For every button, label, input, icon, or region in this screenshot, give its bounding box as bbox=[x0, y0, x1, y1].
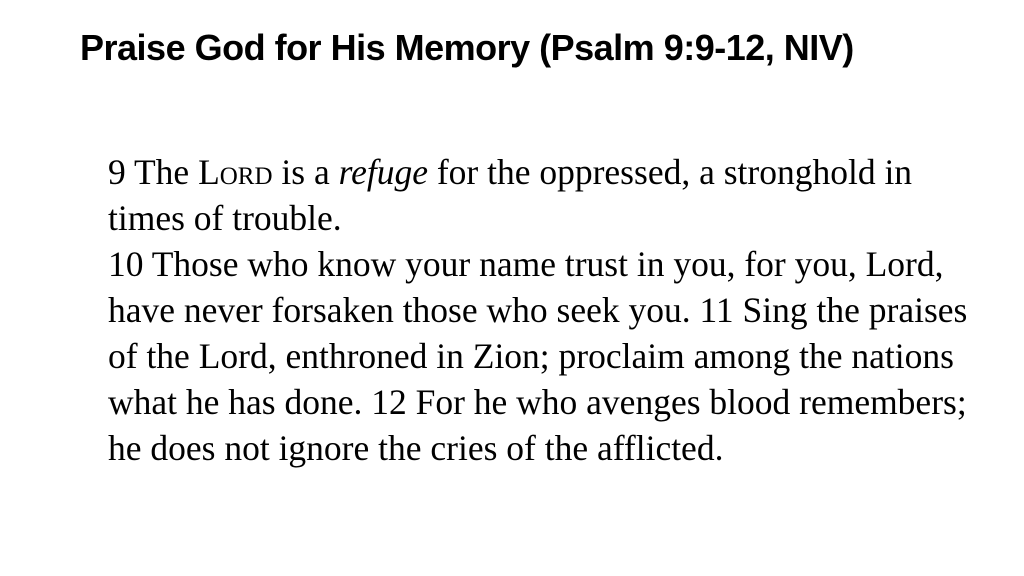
verses-10-12: 10 Those who know your name trust in you, for you, Lord, have never forsaken those who seek you. 11 Sing the praises of the Lord, enthroned in Zion; proclaim among the nations what he has done. 12 For he who avenges blood remembers; he does not ignore the cries of the afflicted. bbox=[108, 244, 968, 468]
verse-9 bbox=[108, 149, 968, 241]
slide-title: Praise God for His Memory (Psalm 9:9-12, NIV) bbox=[80, 27, 854, 68]
scripture-text bbox=[108, 149, 968, 471]
verse-9-rest: for the oppressed, a stronghold in times of trouble. bbox=[108, 152, 913, 238]
verse-9-intro: 9 The bbox=[108, 152, 199, 192]
verse-9-mid: is a bbox=[272, 152, 339, 192]
lord-small-caps: Lord bbox=[198, 152, 273, 192]
emphasized-word: refuge bbox=[338, 152, 428, 192]
